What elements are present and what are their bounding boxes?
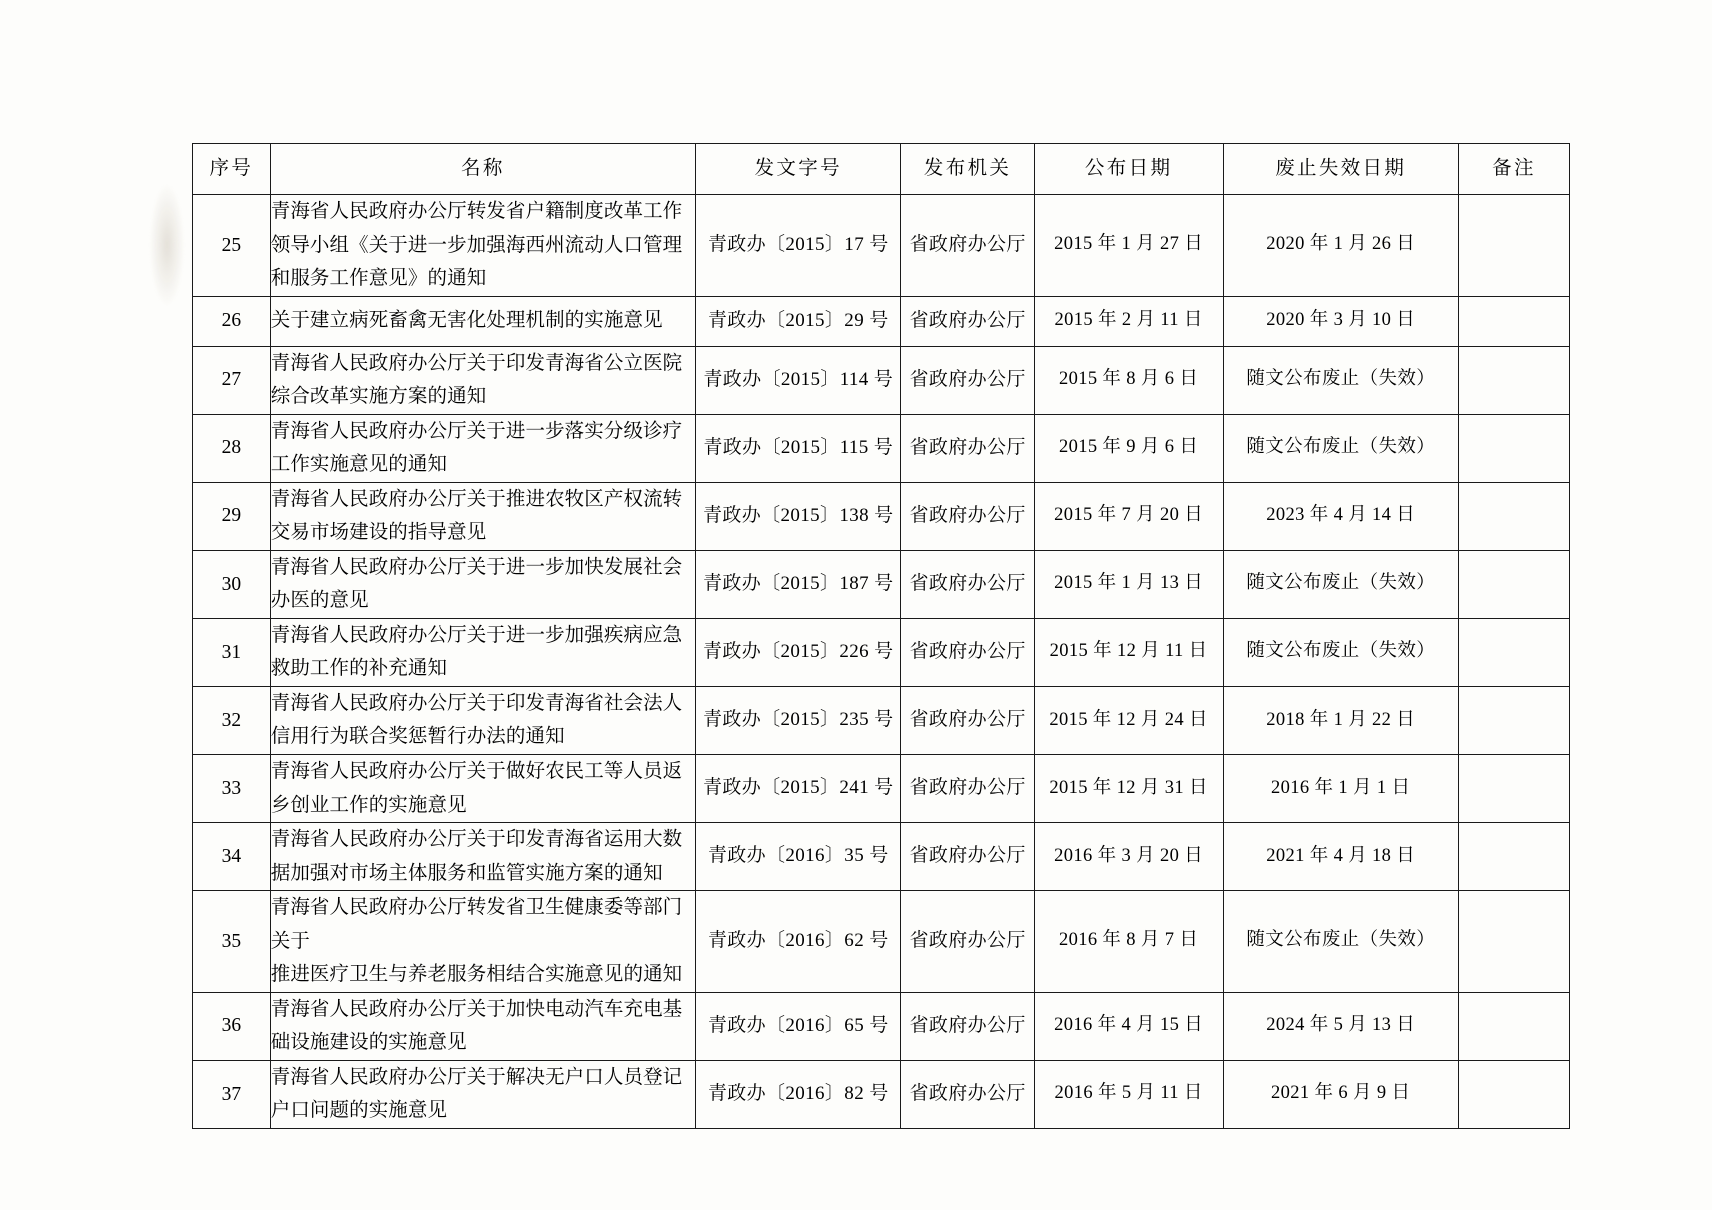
cell-name-line: 领导小组《关于进一步加强海西州流动人口管理	[270, 234, 683, 256]
cell-doc-number: 青政办〔2015〕17 号	[696, 195, 901, 297]
cell-name-line: 青海省人民政府办公厅关于印发青海省运用大数	[270, 829, 683, 851]
cell-index: 26	[193, 296, 271, 346]
cell-publish-date: 2016 年 8 月 7 日	[1034, 891, 1223, 993]
cell-repeal-date: 随文公布废止（失效）	[1223, 346, 1458, 414]
cell-name-line: 救助工作的补充通知	[270, 658, 448, 680]
cell-issuer: 省政府办公厅	[901, 550, 1034, 618]
cell-name	[270, 992, 695, 1060]
cell-name-line: 乡创业工作的实施意见	[270, 794, 467, 816]
cell-name-line: 关于建立病死畜禽无害化处理机制的实施意见	[270, 310, 663, 332]
cell-name-line: 交易市场建设的指导意见	[270, 522, 487, 544]
cell-name-line: 青海省人民政府办公厅关于推进农牧区产权流转	[270, 488, 683, 510]
cell-doc-number: 青政办〔2015〕29 号	[696, 296, 901, 346]
column-header-remark: 备注	[1458, 144, 1569, 195]
cell-doc-number: 青政办〔2015〕226 号	[696, 618, 901, 686]
column-header-doc-number: 发文字号	[696, 144, 901, 195]
cell-name	[270, 414, 695, 482]
cell-index: 33	[193, 754, 271, 822]
cell-repeal-date: 2021 年 6 月 9 日	[1223, 1060, 1458, 1128]
cell-remark	[1458, 1060, 1569, 1128]
cell-publish-date: 2015 年 12 月 31 日	[1034, 754, 1223, 822]
table-row	[193, 891, 1570, 993]
cell-name	[270, 1060, 695, 1128]
table-row	[193, 296, 1570, 346]
cell-publish-date: 2015 年 2 月 11 日	[1034, 296, 1223, 346]
cell-publish-date: 2016 年 4 月 15 日	[1034, 992, 1223, 1060]
cell-remark	[1458, 992, 1569, 1060]
cell-publish-date: 2015 年 12 月 24 日	[1034, 686, 1223, 754]
cell-doc-number: 青政办〔2016〕35 号	[696, 823, 901, 891]
cell-repeal-date: 随文公布废止（失效）	[1223, 618, 1458, 686]
table-row	[193, 823, 1570, 891]
cell-issuer: 省政府办公厅	[901, 296, 1034, 346]
table-header	[193, 144, 1570, 195]
table-row	[193, 618, 1570, 686]
table-row	[193, 686, 1570, 754]
cell-remark	[1458, 754, 1569, 822]
cell-issuer: 省政府办公厅	[901, 992, 1034, 1060]
cell-repeal-date: 随文公布废止（失效）	[1223, 891, 1458, 993]
cell-index: 28	[193, 414, 271, 482]
cell-name-line: 青海省人民政府办公厅关于做好农民工等人员返	[270, 760, 683, 782]
cell-index: 30	[193, 550, 271, 618]
cell-issuer: 省政府办公厅	[901, 346, 1034, 414]
table-row	[193, 195, 1570, 297]
cell-name	[270, 296, 695, 346]
cell-name-line: 据加强对市场主体服务和监管实施方案的通知	[270, 862, 663, 884]
cell-issuer: 省政府办公厅	[901, 823, 1034, 891]
cell-publish-date: 2015 年 8 月 6 日	[1034, 346, 1223, 414]
cell-publish-date: 2015 年 1 月 27 日	[1034, 195, 1223, 297]
repealed-documents-table	[192, 143, 1570, 1129]
cell-issuer: 省政府办公厅	[901, 754, 1034, 822]
cell-issuer: 省政府办公厅	[901, 195, 1034, 297]
cell-name-line: 工作实施意见的通知	[270, 454, 448, 476]
cell-index: 35	[193, 891, 271, 993]
cell-name	[270, 754, 695, 822]
cell-index: 37	[193, 1060, 271, 1128]
cell-name-line: 青海省人民政府办公厅关于印发青海省社会法人	[270, 692, 683, 714]
cell-name-line: 青海省人民政府办公厅关于进一步加快发展社会	[270, 556, 683, 578]
cell-doc-number: 青政办〔2015〕138 号	[696, 482, 901, 550]
cell-name-line: 推进医疗卫生与养老服务相结合实施意见的通知	[270, 964, 683, 986]
cell-issuer: 省政府办公厅	[901, 414, 1034, 482]
table-row	[193, 550, 1570, 618]
cell-issuer: 省政府办公厅	[901, 482, 1034, 550]
cell-name-line: 础设施建设的实施意见	[270, 1032, 467, 1054]
table-body	[193, 195, 1570, 1129]
cell-name-line: 青海省人民政府办公厅转发省户籍制度改革工作	[270, 201, 683, 222]
cell-doc-number: 青政办〔2016〕82 号	[696, 1060, 901, 1128]
table-row	[193, 754, 1570, 822]
cell-remark	[1458, 823, 1569, 891]
cell-name	[270, 618, 695, 686]
column-header-repeal-date: 废止失效日期	[1223, 144, 1458, 195]
cell-remark	[1458, 346, 1569, 414]
cell-name-line: 青海省人民政府办公厅关于进一步落实分级诊疗	[270, 420, 683, 442]
cell-issuer: 省政府办公厅	[901, 618, 1034, 686]
cell-name	[270, 686, 695, 754]
cell-repeal-date: 2020 年 3 月 10 日	[1223, 296, 1458, 346]
cell-issuer: 省政府办公厅	[901, 891, 1034, 993]
column-header-name: 名称	[270, 144, 695, 195]
cell-issuer: 省政府办公厅	[901, 686, 1034, 754]
cell-doc-number: 青政办〔2015〕187 号	[696, 550, 901, 618]
cell-name-line: 办医的意见	[270, 590, 369, 612]
cell-remark	[1458, 482, 1569, 550]
cell-name-line: 户口问题的实施意见	[270, 1100, 448, 1122]
cell-name-line: 信用行为联合奖惩暂行办法的通知	[270, 726, 565, 748]
cell-name-line: 青海省人民政府办公厅关于进一步加强疾病应急	[270, 624, 683, 646]
cell-repeal-date: 随文公布废止（失效）	[1223, 550, 1458, 618]
cell-remark	[1458, 195, 1569, 297]
cell-remark	[1458, 296, 1569, 346]
column-header-issuer: 发布机关	[901, 144, 1034, 195]
cell-name	[270, 823, 695, 891]
cell-index: 34	[193, 823, 271, 891]
cell-name-line: 青海省人民政府办公厅关于印发青海省公立医院	[270, 352, 683, 374]
cell-repeal-date: 2018 年 1 月 22 日	[1223, 686, 1458, 754]
cell-remark	[1458, 686, 1569, 754]
cell-publish-date: 2015 年 1 月 13 日	[1034, 550, 1223, 618]
table-row	[193, 1060, 1570, 1128]
table-header-row	[193, 144, 1570, 195]
cell-publish-date: 2016 年 3 月 20 日	[1034, 823, 1223, 891]
cell-doc-number: 青政办〔2016〕62 号	[696, 891, 901, 993]
cell-name	[270, 346, 695, 414]
cell-repeal-date: 2016 年 1 月 1 日	[1223, 754, 1458, 822]
table-row	[193, 992, 1570, 1060]
cell-index: 32	[193, 686, 271, 754]
cell-index: 27	[193, 346, 271, 414]
cell-repeal-date: 2024 年 5 月 13 日	[1223, 992, 1458, 1060]
cell-repeal-date: 随文公布废止（失效）	[1223, 414, 1458, 482]
cell-name	[270, 195, 695, 297]
column-header-publish-date: 公布日期	[1034, 144, 1223, 195]
table-row	[193, 346, 1570, 414]
cell-repeal-date: 2020 年 1 月 26 日	[1223, 195, 1458, 297]
cell-name-line: 青海省人民政府办公厅转发省卫生健康委等部门关于	[270, 897, 683, 952]
cell-index: 36	[193, 992, 271, 1060]
cell-doc-number: 青政办〔2015〕235 号	[696, 686, 901, 754]
repealed-documents-table-container	[192, 143, 1570, 1129]
cell-name	[270, 891, 695, 993]
cell-repeal-date: 2021 年 4 月 18 日	[1223, 823, 1458, 891]
cell-name-line: 青海省人民政府办公厅关于加快电动汽车充电基	[270, 998, 683, 1020]
cell-name	[270, 550, 695, 618]
cell-name	[270, 482, 695, 550]
cell-publish-date: 2015 年 7 月 20 日	[1034, 482, 1223, 550]
table-row	[193, 482, 1570, 550]
cell-remark	[1458, 414, 1569, 482]
cell-publish-date: 2016 年 5 月 11 日	[1034, 1060, 1223, 1128]
column-header-index: 序号	[193, 144, 271, 195]
cell-doc-number: 青政办〔2016〕65 号	[696, 992, 901, 1060]
cell-index: 25	[193, 195, 271, 297]
cell-issuer: 省政府办公厅	[901, 1060, 1034, 1128]
cell-name-line: 青海省人民政府办公厅关于解决无户口人员登记	[270, 1066, 683, 1088]
cell-doc-number: 青政办〔2015〕114 号	[696, 346, 901, 414]
cell-name-line: 和服务工作意见》的通知	[270, 268, 487, 290]
cell-index: 29	[193, 482, 271, 550]
cell-publish-date: 2015 年 12 月 11 日	[1034, 618, 1223, 686]
cell-doc-number: 青政办〔2015〕115 号	[696, 414, 901, 482]
cell-name-line: 综合改革实施方案的通知	[270, 386, 487, 408]
cell-publish-date: 2015 年 9 月 6 日	[1034, 414, 1223, 482]
cell-doc-number: 青政办〔2015〕241 号	[696, 754, 901, 822]
cell-index: 31	[193, 618, 271, 686]
table-row	[193, 414, 1570, 482]
cell-remark	[1458, 891, 1569, 993]
cell-remark	[1458, 550, 1569, 618]
paper-smudge-mark	[150, 185, 184, 305]
cell-remark	[1458, 618, 1569, 686]
cell-repeal-date: 2023 年 4 月 14 日	[1223, 482, 1458, 550]
